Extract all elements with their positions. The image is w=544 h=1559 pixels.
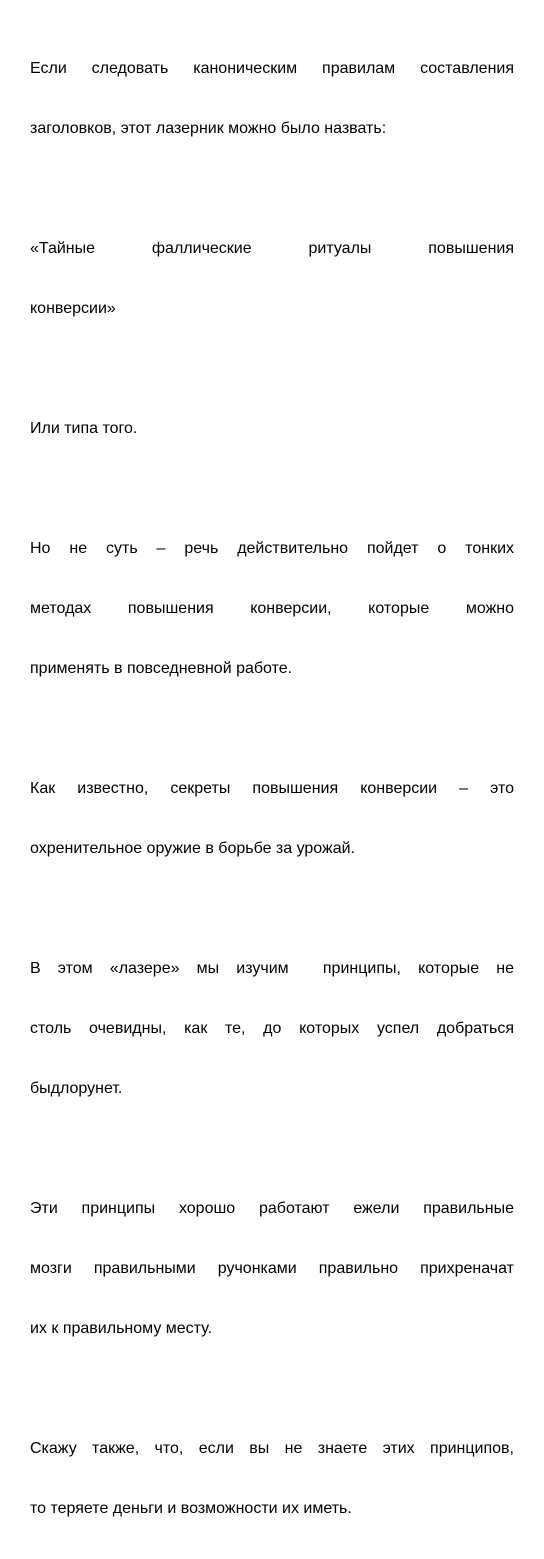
paragraph-2 [30,199,514,359]
paragraph-1 [30,19,514,179]
text-line: их к правильному месту. [30,1320,213,1337]
text-line: Эти принципы хорошо работают ежели правильные [30,1200,514,1217]
text-line: заголовков, этот лазерник можно было назвать: [30,120,387,137]
text-line: столь очевидны, как те, до которых успел добраться [30,1020,514,1037]
text-line: Скажу также, что, если вы не знаете этих принципов, [30,1440,514,1457]
text-line: применять в повседневной работе. [30,660,293,677]
text-line: быдлорунет. [30,1080,123,1097]
paragraph-3 [30,379,514,479]
text-line: охренительное оружие в борьбе за урожай. [30,840,356,857]
paragraph-8 [30,1399,514,1559]
paragraph-4 [30,499,514,719]
text-line: то теряете деньги и возможности их иметь. [30,1500,352,1517]
text-line: Но не суть – речь действительно пойдет о тонких [30,540,514,557]
text-line: Если следовать каноническим правилам составления [30,60,514,77]
text-line: «Тайные фаллические ритуалы повышения [30,240,514,257]
paragraph-7 [30,1159,514,1379]
text-line: Или типа того. [30,420,138,437]
text-line: мозги правильными ручонками правильно прихреначат [30,1260,514,1277]
text-line: В этом «лазере» мы изучим принципы, которые не [30,960,514,977]
paragraph-5 [30,739,514,899]
text-line: Как известно, секреты повышения конверсии – это [30,780,514,797]
paragraph-6 [30,919,514,1139]
text-line: конверсии» [30,300,116,317]
text-line: методах повышения конверсии, которые можно [30,600,514,617]
